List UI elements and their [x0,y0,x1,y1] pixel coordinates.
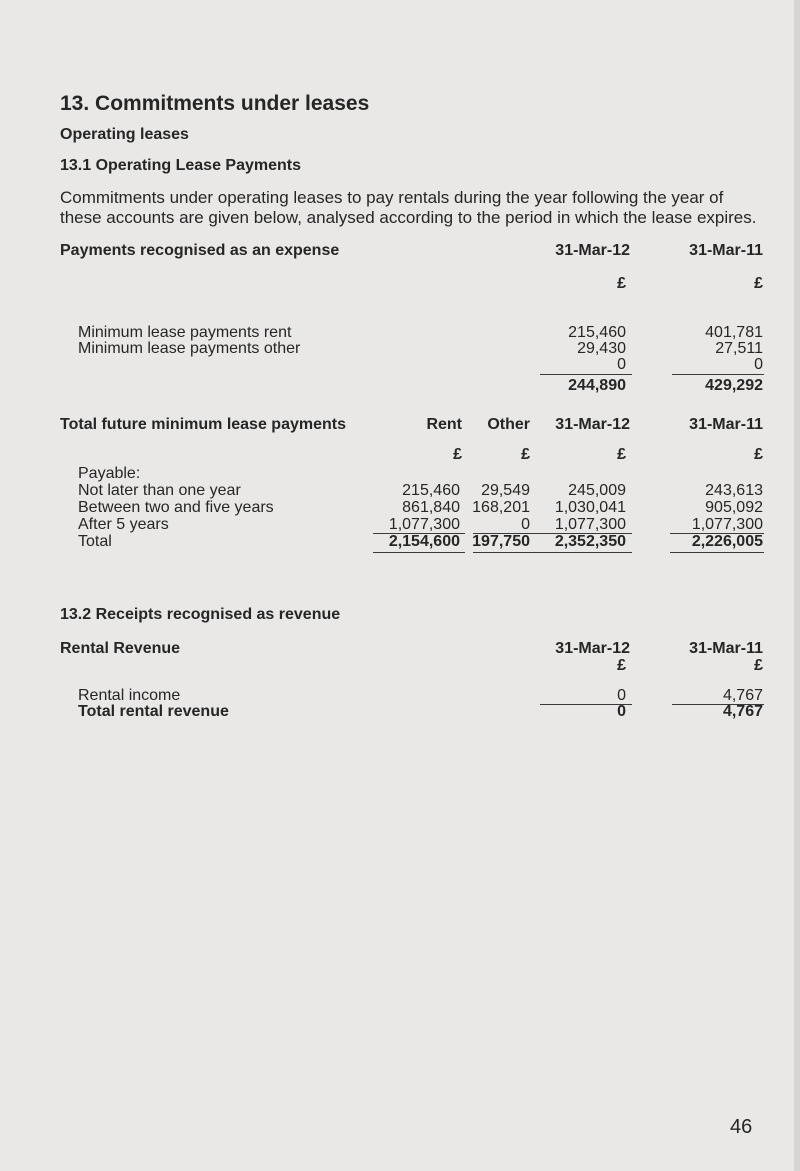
revenue-col-2012: 31-Mar-12 [555,640,630,657]
future-currency-other: £ [521,446,530,463]
future-total-rent: 2,154,600 [388,533,460,550]
expense-currency-2011: £ [754,275,763,292]
revenue-table-heading: Rental Revenue [60,640,181,657]
future-total-rule-other [473,552,541,553]
future-row-rent: 215,460 [402,482,460,499]
future-total-label: Total [78,533,112,550]
future-table-heading: Total future minimum lease payments [60,416,346,433]
future-col-2011: 31-Mar-11 [689,416,763,433]
intro-paragraph: Commitments under operating leases to pay rentals during the year following the year of these accounts are given below, analysed according to the period in which the lease expires. [60,188,757,227]
expense-rule-2011 [672,374,764,375]
expense-rule-2012 [540,374,632,375]
future-row-other: 29,549 [481,482,530,499]
future-row-2011: 243,613 [705,482,763,499]
future-row-2012: 245,009 [568,482,626,499]
future-row-other: 0 [521,516,530,533]
revenue-currency-2011: £ [754,657,763,674]
expense-table-heading: Payments recognised as an expense [60,242,340,259]
future-currency-2012: £ [617,446,626,463]
future-currency-rent: £ [453,446,462,463]
future-row-2012: 1,030,041 [554,499,626,516]
future-row-2012: 1,077,300 [554,516,626,533]
expense-row-2011: 27,511 [715,340,763,357]
page-title: 13. Commitments under leases [60,92,370,115]
revenue-row-2012: 0 [617,687,626,704]
future-row-rent: 861,840 [402,499,460,516]
payable-label: Payable: [78,465,141,482]
revenue-total-2011: 4,767 [722,703,763,720]
subtitle: Operating leases [60,126,189,143]
expense-total-2012: 244,890 [568,377,626,394]
expense-currency-2012: £ [617,275,626,292]
future-row-2011: 1,077,300 [691,516,763,533]
section-heading-13-1: 13.1 Operating Lease Payments [60,157,301,174]
future-total-rule-2012 [538,552,632,553]
future-total-other: 197,750 [472,533,530,550]
future-col-other: Other [487,416,530,433]
expense-col-2012: 31-Mar-12 [555,242,630,259]
future-row-rent: 1,077,300 [388,516,460,533]
page-edge [794,0,800,1171]
future-row-label: After 5 years [78,516,169,533]
future-row-2011: 905,092 [705,499,763,516]
future-col-rent: Rent [426,416,462,433]
future-total-2012: 2,352,350 [554,533,626,550]
expense-row-2011: 401,781 [705,324,763,341]
future-total-rule-rent [373,552,465,553]
future-row-label: Not later than one year [78,482,241,499]
expense-row-2012: 215,460 [568,324,626,341]
future-total-rule-2011 [670,552,764,553]
future-col-2012: 31-Mar-12 [555,416,630,433]
expense-row-2012: 0 [617,356,626,373]
expense-col-2011: 31-Mar-11 [689,242,763,259]
revenue-row-label: Rental income [78,687,181,704]
expense-row-label: Minimum lease payments other [78,340,301,357]
expense-row-2012: 29,430 [577,340,626,357]
revenue-row-2011: 4,767 [722,687,763,704]
expense-row-label: Minimum lease payments rent [78,324,292,341]
page-number: 46 [730,1116,753,1138]
expense-row-2011: 0 [754,356,763,373]
expense-total-2011: 429,292 [705,377,763,394]
future-total-2011: 2,226,005 [691,533,763,550]
future-row-label: Between two and five years [78,499,274,516]
revenue-currency-2012: £ [617,657,626,674]
future-currency-2011: £ [754,446,763,463]
revenue-total-label: Total rental revenue [78,703,229,720]
revenue-total-2012: 0 [617,703,626,720]
revenue-col-2011: 31-Mar-11 [689,640,763,657]
section-heading-13-2: 13.2 Receipts recognised as revenue [60,606,341,623]
future-row-other: 168,201 [472,499,530,516]
